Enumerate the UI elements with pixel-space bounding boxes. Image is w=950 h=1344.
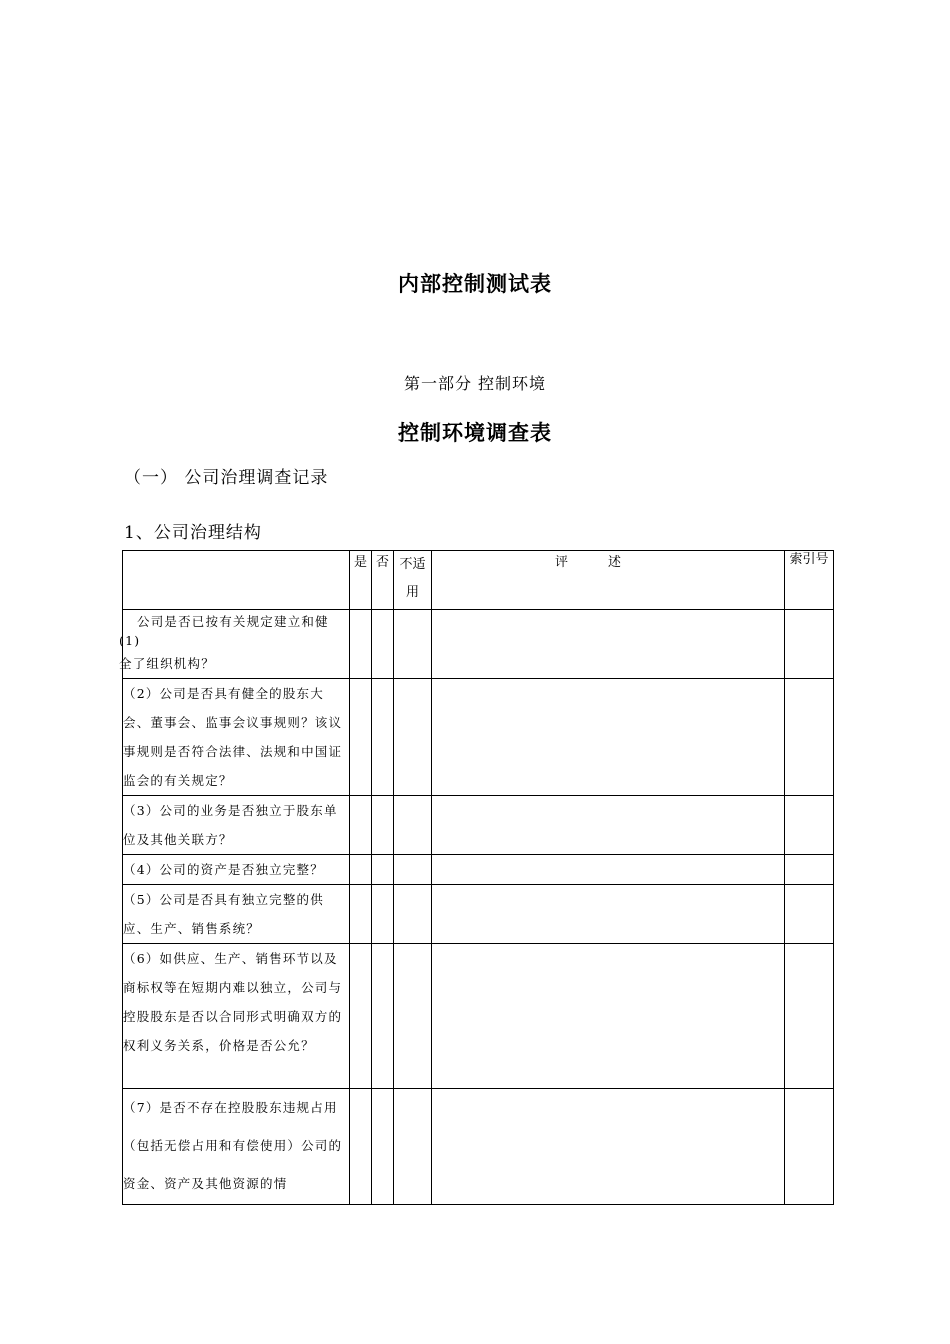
index-cell[interactable] bbox=[785, 944, 834, 1089]
sub-title: 1、公司治理结构 bbox=[124, 523, 262, 543]
row-question: （6）如供应、生产、销售环节以及商标权等在短期内难以独立，公司与控股股东是否以合同形式明确双方的权利义务关系，价格是否公允？ bbox=[123, 944, 350, 1089]
not-applicable-cell[interactable] bbox=[394, 885, 432, 944]
header-item bbox=[123, 551, 350, 610]
row-question: （7）是否不存在控股股东违规占用（包括无偿占用和有偿使用）公司的资金、资产及其他资源的情 bbox=[123, 1089, 350, 1205]
not-applicable-cell[interactable] bbox=[394, 1089, 432, 1205]
header-index: 索引号 bbox=[785, 551, 834, 610]
header-no: 否 bbox=[372, 551, 394, 610]
yes-cell[interactable] bbox=[350, 610, 372, 679]
row-question: （3）公司的业务是否独立于股东单位及其他关联方？ bbox=[123, 796, 350, 855]
table-row bbox=[123, 679, 834, 796]
yes-cell[interactable] bbox=[350, 1089, 372, 1205]
row-question: （5）公司是否具有独立完整的供应、生产、销售系统？ bbox=[123, 885, 350, 944]
not-applicable-cell[interactable] bbox=[394, 679, 432, 796]
table-row bbox=[123, 944, 834, 1089]
row-question: （2）公司是否具有健全的股东大会、董事会、监事会议事规则？该议事规则是否符合法律、法规和中国证监会的有关规定？ bbox=[123, 679, 350, 796]
comment-cell[interactable] bbox=[432, 679, 785, 796]
yes-cell[interactable] bbox=[350, 796, 372, 855]
no-cell[interactable] bbox=[372, 1089, 394, 1205]
comment-cell[interactable] bbox=[432, 796, 785, 855]
index-cell[interactable] bbox=[785, 796, 834, 855]
not-applicable-cell[interactable] bbox=[394, 610, 432, 679]
no-cell[interactable] bbox=[372, 885, 394, 944]
row-question-line: 公司是否已按有关规定建立和健 bbox=[137, 614, 329, 629]
comment-cell[interactable] bbox=[432, 855, 785, 885]
section-title: （一） 公司治理调查记录 bbox=[124, 468, 329, 488]
table-row bbox=[123, 855, 834, 885]
table-header-row bbox=[123, 551, 834, 610]
index-cell[interactable] bbox=[785, 679, 834, 796]
row-question-number: (1) bbox=[119, 633, 141, 648]
yes-cell[interactable] bbox=[350, 885, 372, 944]
table-row bbox=[123, 885, 834, 944]
yes-cell[interactable] bbox=[350, 679, 372, 796]
no-cell[interactable] bbox=[372, 796, 394, 855]
not-applicable-cell[interactable] bbox=[394, 944, 432, 1089]
comment-cell[interactable] bbox=[432, 1089, 785, 1205]
header-yes: 是 bbox=[350, 551, 372, 610]
index-cell[interactable] bbox=[785, 1089, 834, 1205]
header-comment: 评述 bbox=[432, 551, 785, 610]
part-title: 第一部分 控制环境 bbox=[403, 374, 547, 393]
yes-cell[interactable] bbox=[350, 944, 372, 1089]
comment-cell[interactable] bbox=[432, 885, 785, 944]
survey-title: 控制环境调查表 bbox=[398, 421, 552, 445]
not-applicable-cell[interactable] bbox=[394, 796, 432, 855]
header-not-applicable: 不适用 bbox=[394, 551, 432, 610]
yes-cell[interactable] bbox=[350, 855, 372, 885]
table-row bbox=[123, 796, 834, 855]
document-title: 内部控制测试表 bbox=[398, 272, 552, 296]
index-cell[interactable] bbox=[785, 855, 834, 885]
row-question: （4）公司的资产是否独立完整？ bbox=[123, 855, 350, 885]
no-cell[interactable] bbox=[372, 944, 394, 1089]
comment-cell[interactable] bbox=[432, 944, 785, 1089]
row-question bbox=[119, 610, 350, 679]
no-cell[interactable] bbox=[372, 610, 394, 679]
survey-table bbox=[119, 550, 834, 1205]
comment-cell[interactable] bbox=[432, 610, 785, 679]
index-cell[interactable] bbox=[785, 885, 834, 944]
table-row bbox=[123, 1089, 834, 1205]
no-cell[interactable] bbox=[372, 679, 394, 796]
table-row bbox=[123, 610, 834, 679]
index-cell[interactable] bbox=[785, 610, 834, 679]
row-question-line: 全了组织机构？ bbox=[119, 656, 215, 671]
no-cell[interactable] bbox=[372, 855, 394, 885]
not-applicable-cell[interactable] bbox=[394, 855, 432, 885]
